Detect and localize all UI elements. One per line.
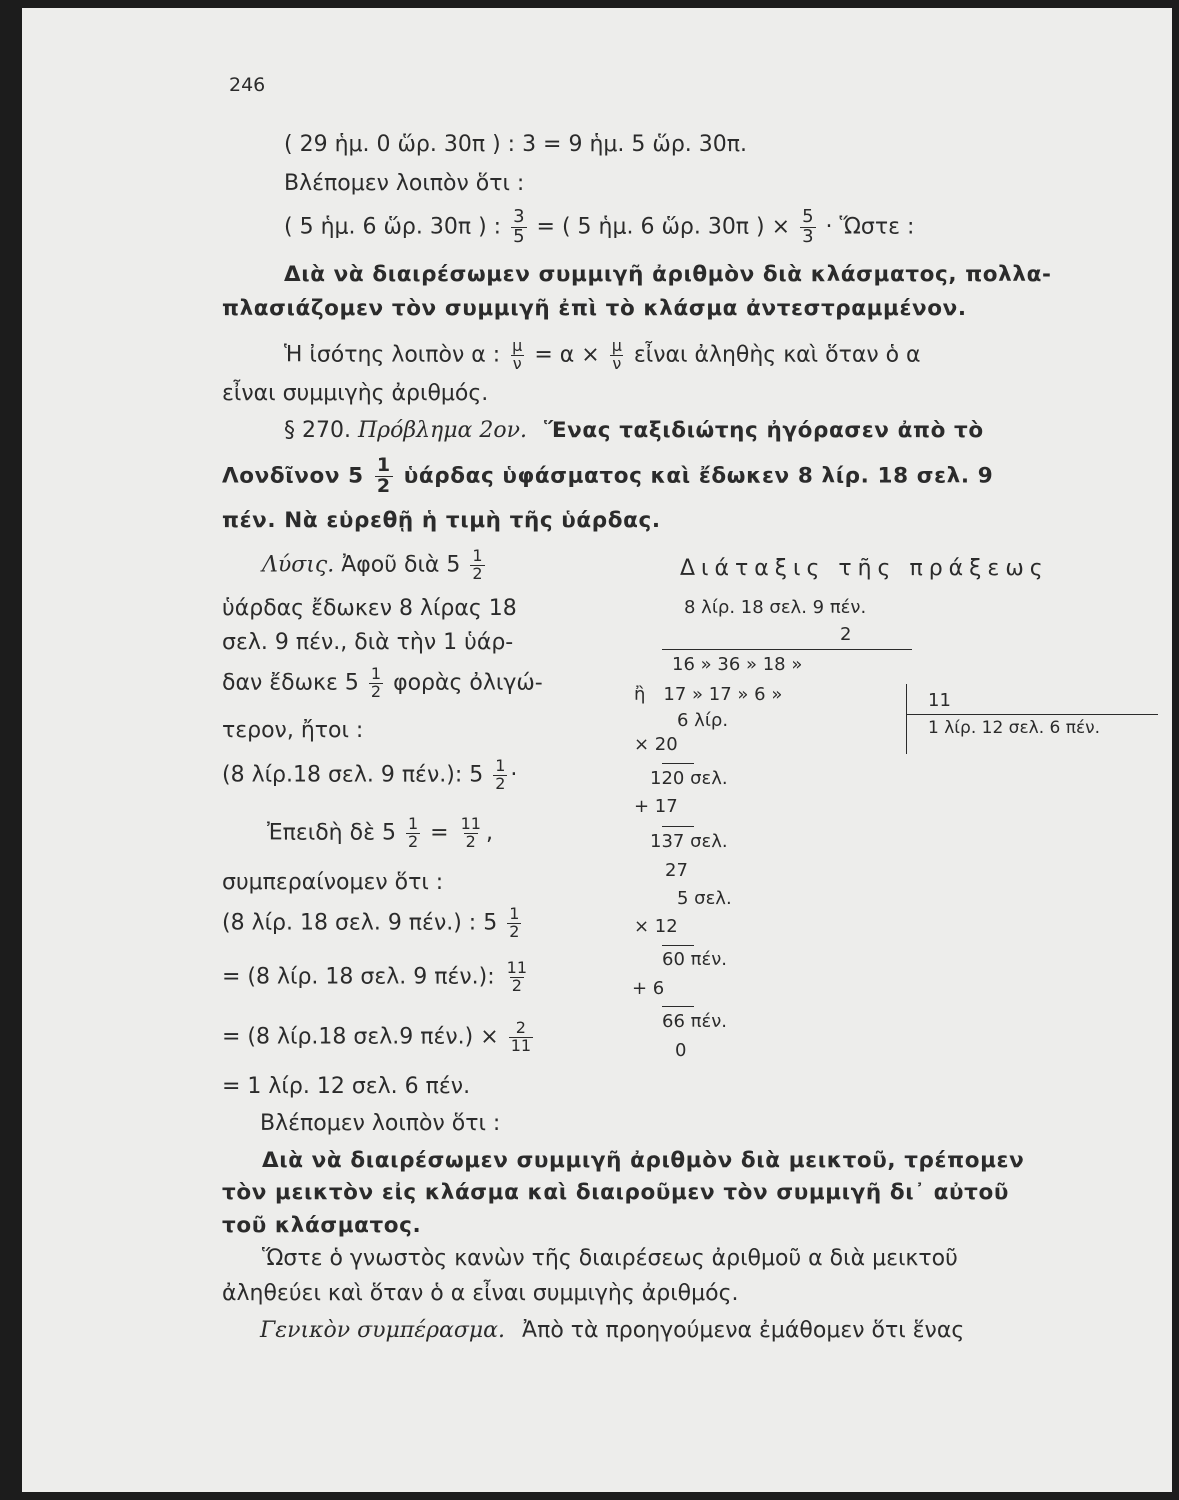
rule1-line1: Διὰ νὰ διαιρέσωμεν συμμιγῆ ἀριθμὸν διὰ κλάσματος, πολλα- [284, 262, 1052, 287]
solution-text: Ἀφοῦ διὰ 5 [341, 552, 461, 578]
solution-line-4 [222, 666, 543, 701]
calc-row-2: 2 [840, 624, 852, 645]
identity-left: Ἡ ἰσότης λοιπὸν α : [284, 342, 501, 368]
arrangement-title: Διάταξις τῆς πράξεως [680, 556, 1049, 581]
calc-row-4 [634, 684, 782, 705]
solution-text: = [430, 820, 449, 846]
fraction: $\frac{1}{2}$ [370, 664, 382, 701]
solution-line-1 [262, 548, 488, 583]
solution-line-2: ὑάρδας ἔδωκεν 8 λίρας 18 [222, 596, 517, 621]
line-identity [284, 338, 921, 373]
divider [662, 945, 694, 946]
quotient: 1 λίρ. 12 σελ. 6 πέν. [928, 718, 1101, 738]
line-we-see-2: Βλέπομεν λοιπὸν ὅτι : [260, 1111, 501, 1136]
calc-row-16: 0 [675, 1040, 687, 1061]
general-label: Γενικὸν συμπέρασμα. [260, 1318, 506, 1343]
line-division-result: ( 29 ἡμ. 0 ὥρ. 30π ) : 3 = 9 ἡμ. 5 ὥρ. 30π. [284, 132, 747, 157]
solution-text: = (8 λίρ. 18 σελ. 9 πέν.): [222, 964, 495, 990]
calc-row-12: × 12 [634, 916, 678, 937]
solution-label: Λύσις. [262, 552, 335, 578]
solution-line-5: τερον, ἤτοι : [222, 718, 364, 743]
fraction: $\frac{\mu}{\nu}$ [512, 336, 523, 373]
calc-row-7: 120 σελ. [650, 768, 728, 789]
eq-right: · Ὥστε : [825, 214, 915, 240]
calc-text: 17 » 17 » 6 » [663, 684, 783, 705]
identity-right: εἶναι ἀληθὴς καὶ ὅταν ὁ α [633, 342, 921, 368]
solution-text: · [510, 762, 518, 788]
solution-line-11 [222, 1020, 536, 1055]
solution-text: , [485, 820, 493, 846]
page-number: 246 [229, 74, 266, 96]
fraction: $\frac{\mu}{\nu}$ [611, 336, 622, 373]
calc-row-15: 66 πέν. [662, 1011, 727, 1032]
line-fraction-equation [284, 208, 914, 247]
calc-row-11: 5 σελ. [677, 888, 732, 909]
solution-line-7 [267, 816, 493, 851]
fraction: $\frac{11}{2}$ [506, 958, 528, 995]
solution-text: δαν ἔδωκε 5 [222, 670, 359, 696]
divisor: 11 [928, 690, 951, 711]
problem-text-2b: ὑάρδας ὑφάσματος καὶ ἔδωκεν 8 λίρ. 18 σελ. 9 [403, 463, 994, 489]
problem-text-2 [222, 456, 993, 497]
solution-text: φορὰς ὀλιγώ- [393, 670, 543, 696]
rule1-line2: πλασιάζομεν τὸν συμμιγῆ ἐπὶ τὸ κλάσμα ἀντεστραμμένον. [222, 296, 967, 321]
calc-row-1: 8 λίρ. 18 σελ. 9 πέν. [684, 597, 867, 618]
eq-middle: = ( 5 ἡμ. 6 ὥρ. 30π ) × [536, 214, 791, 240]
eq-left: ( 5 ἡμ. 6 ὥρ. 30π ) : [284, 214, 502, 240]
solution-line-8: συμπεραίνομεν ὅτι : [222, 870, 444, 895]
fraction: $\frac{1}{2}$ [407, 814, 419, 851]
general-conclusion [260, 1318, 964, 1343]
divider [662, 1006, 694, 1007]
calc-row-13: 60 πέν. [662, 949, 727, 970]
solution-text: (8 λίρ. 18 σελ. 9 πέν.) : 5 [222, 910, 498, 936]
divider [906, 714, 1158, 715]
fraction: $\frac{1}{2}$ [472, 546, 483, 583]
solution-text: = (8 λίρ.18 σελ.9 πέν.) × [222, 1024, 499, 1050]
fraction: $\frac{3}{5}$ [513, 206, 525, 247]
solution-line-12: = 1 λίρ. 12 σελ. 6 πέν. [222, 1074, 471, 1099]
calc-text: ἢ [634, 684, 646, 705]
solution-line-10 [222, 960, 532, 995]
solution-line-6 [222, 758, 517, 793]
problem-label: Πρόβλημα 2ον. [357, 418, 527, 443]
problem-heading [284, 418, 984, 443]
section-number: § 270. [284, 418, 351, 443]
rule3-line2: ἀληθεύει καὶ ὅταν ὁ α εἶναι συμμιγὴς ἀριθμός. [222, 1281, 739, 1306]
rule3-line1: Ὥστε ὁ γνωστὸς κανὼν τῆς διαιρέσεως ἀριθμοῦ α διὰ μεικτοῦ [262, 1246, 958, 1271]
fraction: $\frac{5}{3}$ [802, 206, 814, 247]
book-page [22, 8, 1172, 1492]
calc-row-14: + 6 [632, 978, 665, 999]
calc-row-9: 137 σελ. [650, 831, 728, 852]
solution-line-9 [222, 906, 524, 941]
fraction: $\frac{1}{2}$ [495, 756, 506, 793]
fraction: $\frac{2}{11}$ [510, 1018, 532, 1055]
calc-row-8: + 17 [634, 796, 678, 817]
solution-text: (8 λίρ.18 σελ. 9 πέν.): 5 [222, 762, 484, 788]
general-text: Ἀπὸ τὰ προηγούμενα ἐμάθομεν ὅτι ἕνας [522, 1318, 965, 1343]
fraction: $\frac{1}{2}$ [509, 904, 520, 941]
line-we-see: Βλέπομεν λοιπὸν ὅτι : [284, 171, 525, 196]
rule2-line3: τοῦ κλάσματος. [222, 1213, 422, 1238]
divider [662, 826, 694, 827]
calc-row-10: 27 [665, 860, 688, 881]
fraction: $\frac{11}{2}$ [460, 814, 481, 851]
problem-text-1: Ἕνας ταξιδιώτης ἠγόρασεν ἀπὸ τὸ [543, 418, 984, 443]
calc-row-3: 16 » 36 » 18 » [672, 654, 803, 675]
calc-row-6: × 20 [634, 734, 678, 755]
solution-line-3: σελ. 9 πέν., διὰ τὴν 1 ὑάρ- [222, 630, 514, 655]
rule2-line2: τὸν μεικτὸν εἰς κλάσμα καὶ διαιροῦμεν τὸν συμμιγῆ δι᾿ αὐτοῦ [222, 1180, 1009, 1205]
calc-row-5: 6 λίρ. [677, 710, 729, 731]
divider [662, 649, 912, 650]
fraction: $\frac{1}{2}$ [376, 454, 391, 497]
line-mixed-number: εἶναι συμμιγὴς ἀριθμός. [222, 381, 489, 406]
solution-text: Ἐπειδὴ δὲ 5 [267, 820, 396, 846]
divider [662, 763, 694, 764]
division-bar [906, 684, 907, 754]
problem-text-2a: Λονδῖνον 5 [222, 463, 364, 489]
problem-text-3: πέν. Νὰ εὑρεθῇ ἡ τιμὴ τῆς ὑάρδας. [222, 508, 661, 533]
rule2-line1: Διὰ νὰ διαιρέσωμεν συμμιγῆ ἀριθμὸν διὰ μεικτοῦ, τρέπομεν [262, 1148, 1025, 1173]
identity-middle: = α × [534, 342, 600, 368]
